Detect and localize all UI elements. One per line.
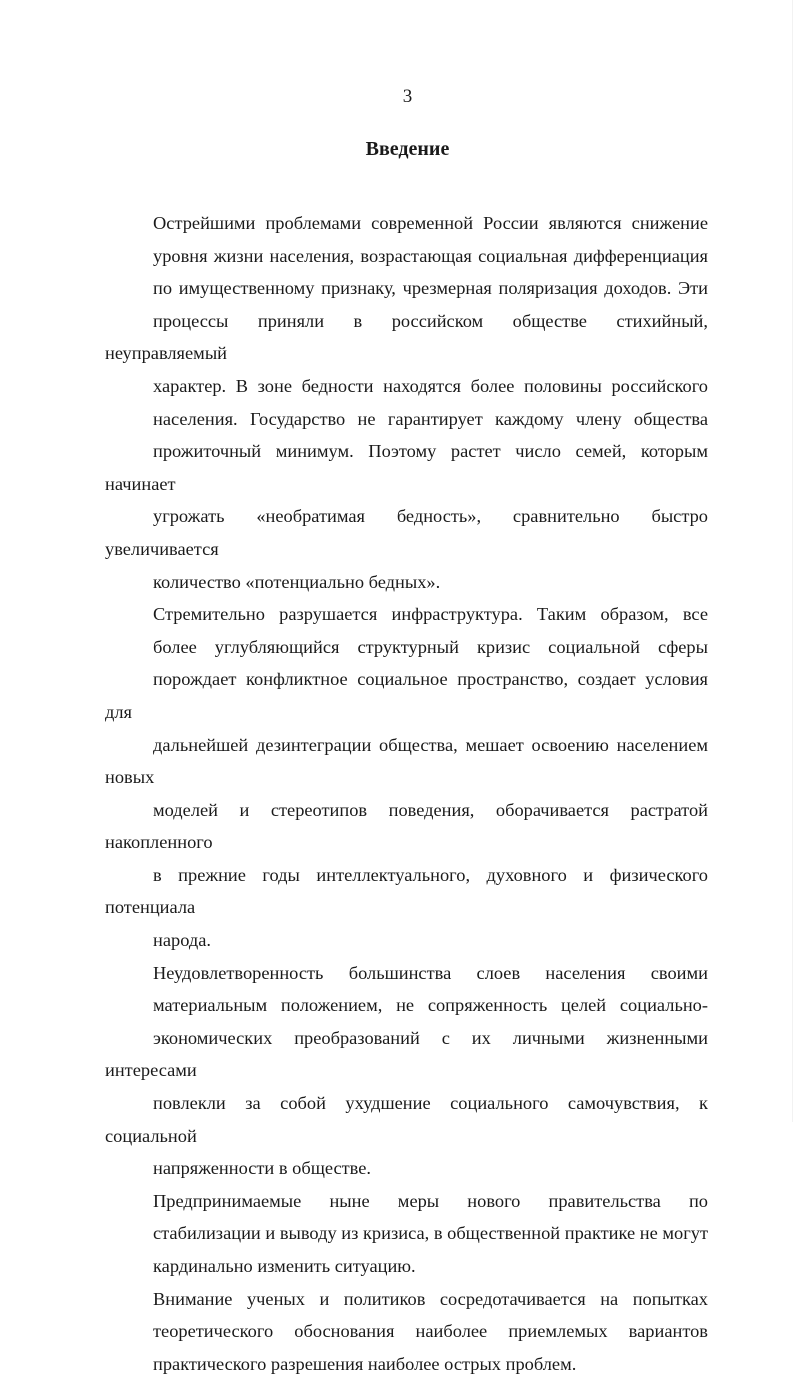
paragraph bbox=[105, 598, 708, 957]
text-line: порождает конфликтное социальное пространство, создает условия для bbox=[105, 669, 708, 722]
text-line: практического разрешения наиболее острых проблем. bbox=[153, 1353, 577, 1374]
text-line: угрожать «необратимая бедность», сравнительно быстро увеличивается bbox=[105, 506, 708, 559]
text-line: народа. bbox=[153, 930, 211, 951]
text-line: стабилизации и выводу из кризиса, в общественной практике не могут bbox=[153, 1223, 708, 1244]
paragraph bbox=[105, 1283, 708, 1380]
text-line: процессы приняли в российском обществе стихийный, неуправляемый bbox=[105, 310, 708, 364]
text-line: в прежние годы интеллектуального, духовного и физического потенциала bbox=[105, 864, 708, 918]
paragraph bbox=[105, 957, 708, 1185]
text-line: кардинально изменить ситуацию. bbox=[153, 1256, 416, 1276]
text-line: материальным положением, не сопряженность целей социально- bbox=[153, 995, 708, 1016]
text-line: моделей и стереотипов поведения, оборачивается растратой накопленного bbox=[105, 799, 708, 853]
text-line: напряженности в обществе. bbox=[153, 1158, 372, 1179]
text-line: теоретического обоснования наиболее приемлемых вариантов bbox=[153, 1321, 708, 1342]
text-line: Неудовлетворенность большинства слоев населения своими bbox=[153, 962, 708, 983]
text-line: прожиточный минимум. Поэтому растет число семей, которым начинает bbox=[105, 441, 708, 494]
text-line: экономических преобразований с их личными жизненными интересами bbox=[105, 1027, 708, 1081]
text-line: Острейшими проблемами современной России являются снижение bbox=[153, 213, 708, 233]
text-line: Стремительно разрушается инфраструктура. Таким образом, все bbox=[153, 604, 708, 625]
page-number: 3 bbox=[402, 86, 413, 107]
text-line: дальнейшей дезинтеграции общества, мешает освоению населением новых bbox=[105, 734, 708, 788]
body-text bbox=[105, 207, 708, 1380]
text-line: повлекли за собой ухудшение социального самочувствия, к социальной bbox=[105, 1093, 708, 1146]
text-line: уровня жизни населения, возрастающая социальная дифференциация bbox=[153, 245, 708, 266]
paragraph bbox=[105, 207, 708, 598]
page-title: Введение bbox=[365, 138, 450, 160]
text-line: характер. В зоне бедности находятся более половины российского bbox=[153, 375, 708, 396]
text-line: Предпринимаемые ныне меры нового правительства по bbox=[153, 1190, 708, 1211]
text-line: более углубляющийся структурный кризис социальной сферы bbox=[153, 636, 708, 657]
paragraph bbox=[105, 1185, 708, 1283]
text-line: количество «потенциально бедных». bbox=[153, 571, 441, 592]
text-line: по имущественному признаку, чрезмерная поляризация доходов. Эти bbox=[153, 278, 708, 299]
text-line: Внимание ученых и политиков сосредотачивается на попытках bbox=[153, 1288, 708, 1309]
text-line: населения. Государство не гарантирует каждому члену общества bbox=[153, 408, 708, 429]
